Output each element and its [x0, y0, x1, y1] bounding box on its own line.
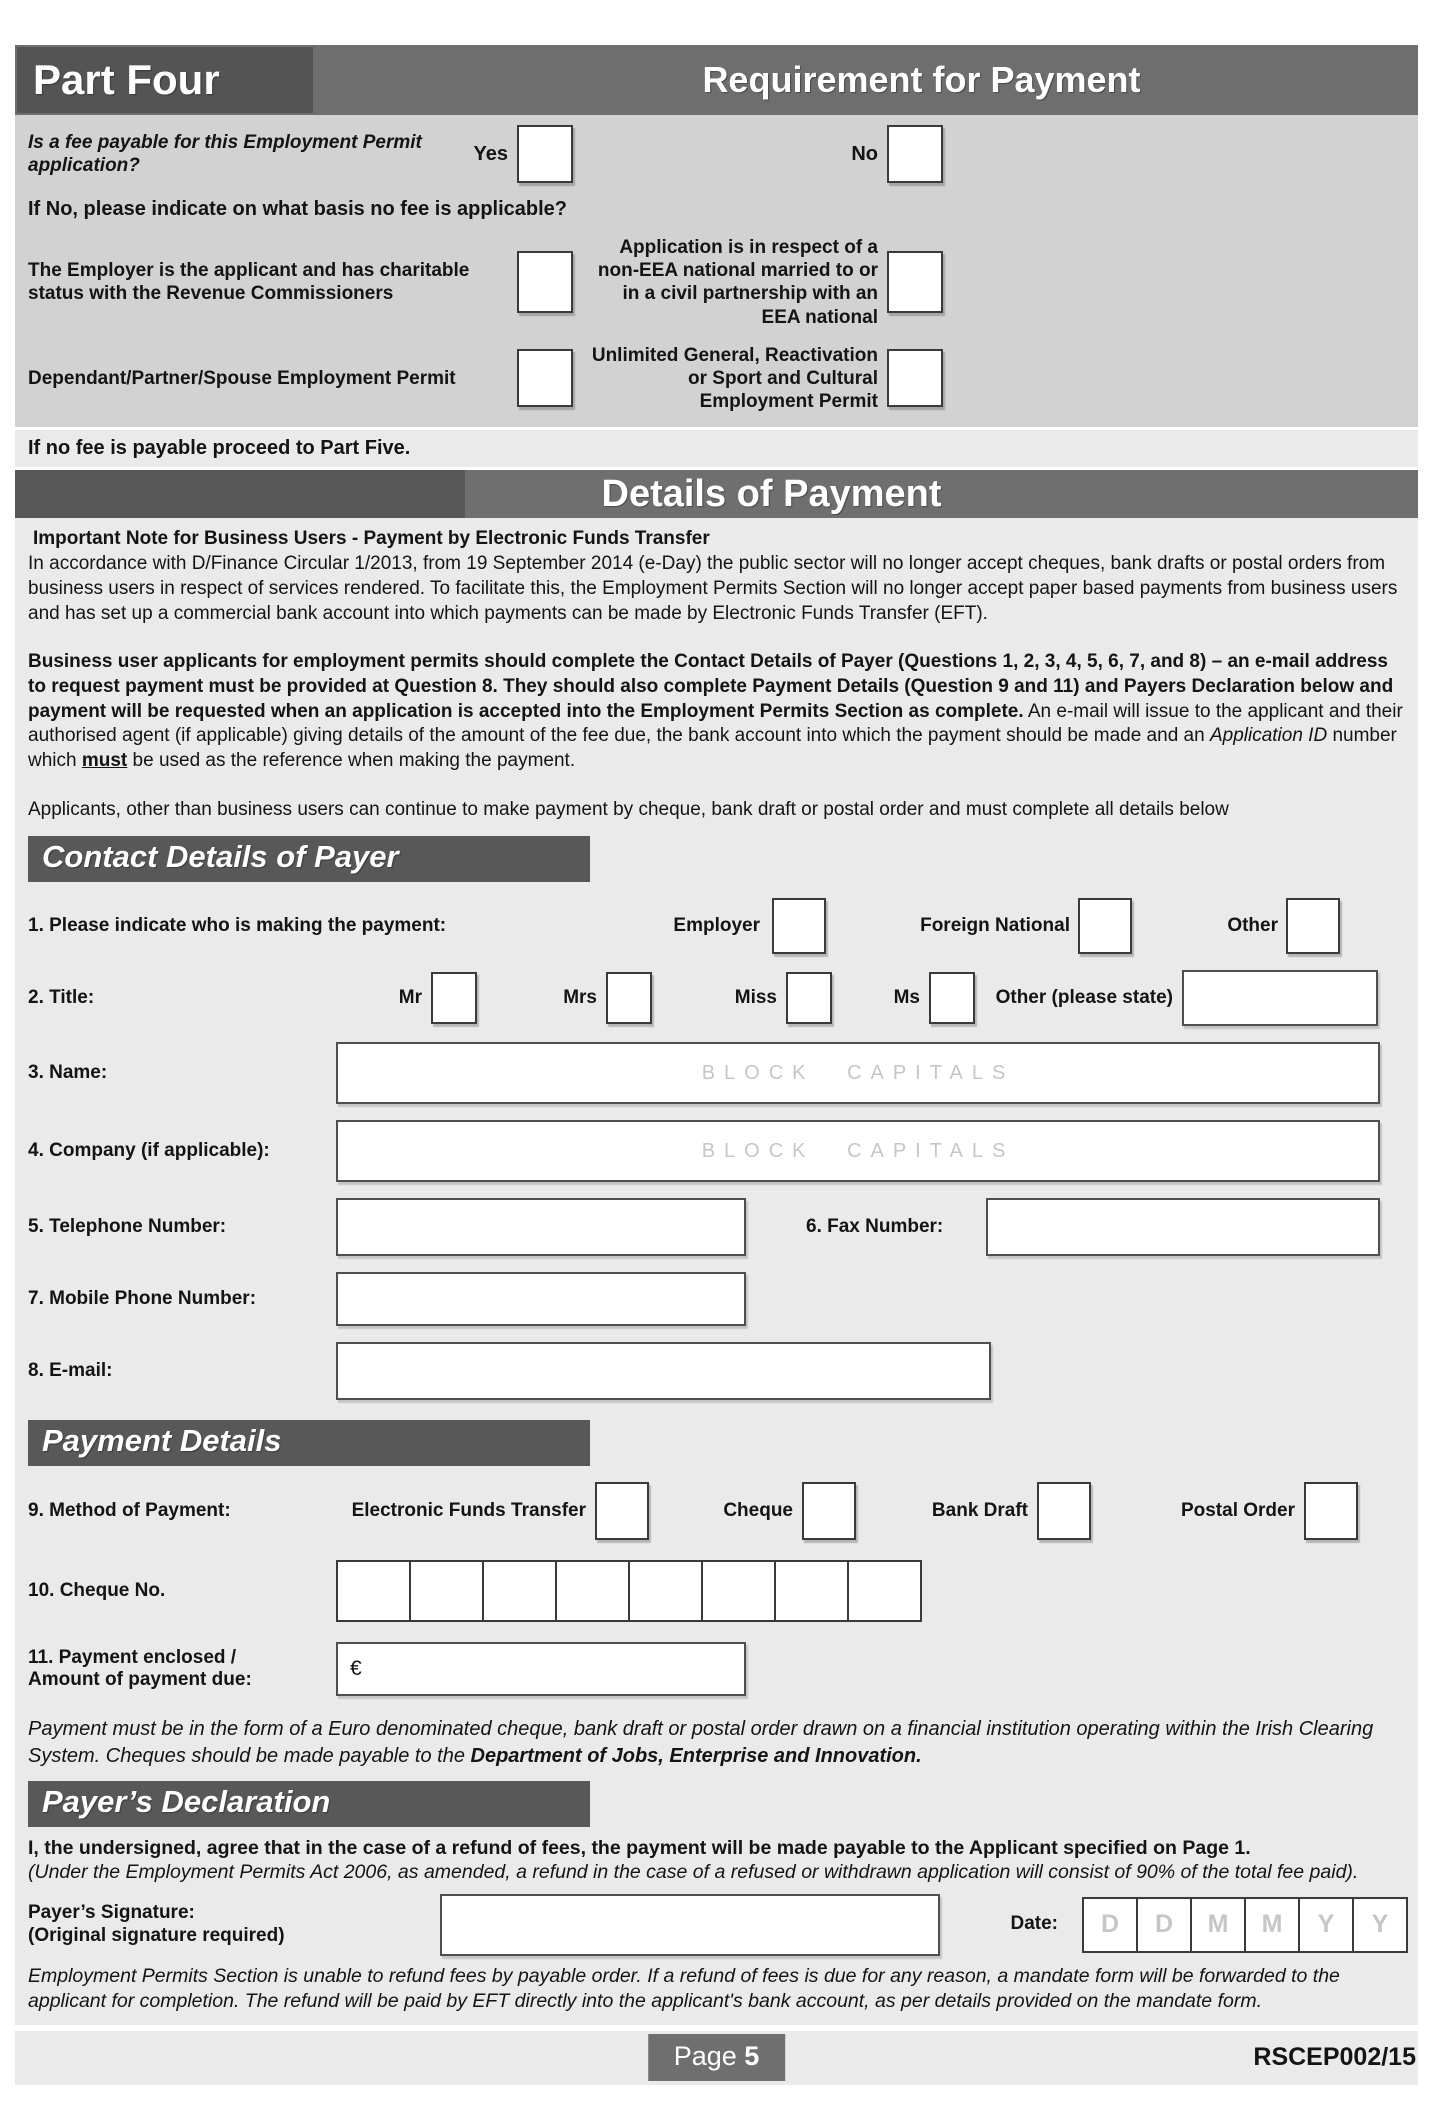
declaration-italic-line: (Under the Employment Permits Act 2006, as amended, a refund in the case of a refused or withdrawn application will consist of 90% of the total fee paid). — [28, 1861, 1359, 1884]
q4-row — [28, 1120, 1404, 1182]
part-label-box — [15, 45, 315, 115]
cheque-digit-cell[interactable] — [701, 1560, 776, 1622]
proceed-note: If no fee is payable proceed to Part Five. — [15, 430, 1418, 467]
form-code: RSCEP002/15 — [1253, 2043, 1416, 2072]
date-month-cell[interactable]: M — [1190, 1897, 1246, 1953]
euro-symbol: € — [350, 1657, 362, 1681]
q3-block-capitals-hint: BLOCK CAPITALS — [701, 1061, 1015, 1084]
fee-if-no-prompt: If No, please indicate on what basis no fee is applicable? — [28, 198, 568, 220]
important-note-title: Important Note for Business Users - Payment by Electronic Funds Transfer — [33, 528, 710, 550]
q4-block-capitals-hint: BLOCK CAPITALS — [701, 1139, 1015, 1162]
date-label: Date: — [1010, 1913, 1058, 1935]
date-month-cell[interactable]: M — [1244, 1897, 1300, 1953]
q8-email-input[interactable] — [336, 1342, 991, 1400]
note-paragraph-2-normal-3: be used as the reference when making the payment. — [127, 750, 576, 772]
contact-details-header: Contact Details of Payer — [28, 836, 590, 882]
q10-label: 10. Cheque No. — [28, 1579, 166, 1601]
q3-row — [28, 1042, 1404, 1104]
q11-amount-input[interactable] — [336, 1642, 746, 1696]
q1-row — [28, 898, 1404, 954]
cheque-digit-cell[interactable] — [628, 1560, 703, 1622]
page-footer — [15, 2031, 1418, 2085]
date-grid — [1082, 1897, 1408, 1953]
fee-option-dependant-label: Dependant/Partner/Spouse Employment Permit — [28, 367, 456, 389]
section-title: Requirement for Payment — [702, 59, 1141, 100]
date-day-cell[interactable]: D — [1136, 1897, 1192, 1953]
q6-label: 6. Fax Number: — [806, 1215, 944, 1237]
note-paragraph-3: Applicants, other than business users can continue to make payment by cheque, bank draft or postal order and must complete all details below — [28, 798, 1229, 820]
q7-row — [28, 1272, 1404, 1326]
q8-label: 8. E-mail: — [28, 1359, 113, 1381]
page-number: 5 — [744, 2041, 760, 2072]
note-paragraph-2-normal-1: An e-mail will issue to the applicant and their authorised agent (if applicable) giving details of the amount of the fee due, the bank account into which the payment should be made and an — [28, 700, 1403, 747]
fee-option-unlimited-label: Unlimited General, Reactivation or Sport and Cultural Employment Permit — [591, 344, 878, 413]
fee-question: Is a fee payable for this Employment Permit application? — [28, 131, 422, 176]
page-number-badge — [648, 2034, 786, 2081]
q2-ms-checkbox[interactable] — [929, 972, 975, 1024]
signature-input[interactable] — [440, 1894, 940, 1956]
declaration-bold-line: I, the undersigned, agree that in the case of a refund of fees, the payment will be made payable to the Applicant specified on Page 1. — [28, 1837, 1251, 1860]
fee-option-non-eea-label: Application is in respect of a non-EEA national married to or in a civil partnership with an EEA national — [597, 237, 878, 328]
q2-miss-checkbox[interactable] — [786, 972, 832, 1024]
q5-telephone-input[interactable] — [336, 1198, 746, 1256]
q7-mobile-input[interactable] — [336, 1272, 746, 1326]
q2-label: 2. Title: — [28, 986, 95, 1008]
q3-label: 3. Name: — [28, 1061, 108, 1083]
details-of-payment-header — [15, 470, 1418, 518]
signature-label — [28, 1902, 440, 1948]
q1-employer-label: Employer — [673, 914, 760, 936]
q9-row — [28, 1482, 1404, 1540]
q1-other-label: Other — [1227, 914, 1278, 936]
q9-postal-order-label: Postal Order — [1180, 1499, 1295, 1521]
q1-employer-checkbox[interactable] — [772, 898, 826, 954]
fee-yes-checkbox[interactable] — [517, 125, 573, 183]
department-name: Department of Jobs, Enterprise and Innovation. — [470, 1744, 922, 1767]
must-term: must — [81, 750, 128, 772]
fee-option-unlimited-checkbox[interactable] — [887, 349, 943, 407]
details-of-payment-title: Details of Payment — [601, 472, 942, 515]
q3-name-input[interactable] — [336, 1042, 1380, 1104]
q2-mrs-label: Mrs — [563, 986, 597, 1008]
payment-form-note-italic: Payment must be in the form of a Euro denominated cheque, bank draft or postal order drawn on a financial institution operating within the Irish Clearing System. Cheques should be made payable to the — [28, 1718, 1374, 1767]
q1-label: 1. Please indicate who is making the payment: — [28, 914, 447, 936]
cheque-digit-cell[interactable] — [555, 1560, 630, 1622]
date-day-cell[interactable]: D — [1082, 1897, 1138, 1953]
q8-row — [28, 1342, 1404, 1400]
cheque-digit-cell[interactable] — [409, 1560, 484, 1622]
q6-fax-input[interactable] — [986, 1198, 1380, 1256]
payers-declaration-header: Payer’s Declaration — [28, 1781, 590, 1827]
q11-label-line2: Amount of payment due: — [28, 1669, 252, 1691]
q9-label: 9. Method of Payment: — [28, 1499, 231, 1521]
q9-postal-order-checkbox[interactable] — [1304, 1482, 1358, 1540]
note-paragraph-2-bold: Business user applicants for employment permits should complete the Contact Details of Payer (Questions 1, 2, 3, 4, 5, 6, 7, and 8) – an e-mail address to request payment must be provided at Question 8. They should also complete Payment Details (Question 9 and 11) and Payers Declaration below and payment will be requested when an application is accepted into the Employment Permits Section as complete. — [28, 651, 1394, 722]
refund-footnote: Employment Permits Section is unable to refund fees by payable order. If a refund of fees is due for any reason, a mandate form will be forwarded to the applicant for completion. The refund will be paid by EFT directly into the applicant's bank account, as per details provided on the mandate form. — [28, 1964, 1340, 2013]
q2-other-state-input[interactable] — [1182, 970, 1378, 1026]
fee-no-label: No — [851, 142, 878, 165]
q9-eft-checkbox[interactable] — [595, 1482, 649, 1540]
application-id-term: Application ID — [1209, 725, 1328, 747]
q2-other-state-label: Other (please state) — [995, 986, 1173, 1008]
q2-mr-label: Mr — [398, 986, 422, 1008]
q4-company-input[interactable] — [336, 1120, 1380, 1182]
part-label: Part Four — [33, 56, 220, 103]
payment-details-header: Payment Details — [28, 1420, 590, 1466]
q2-ms-label: Ms — [893, 986, 920, 1008]
date-year-cell[interactable]: Y — [1352, 1897, 1408, 1953]
fee-panel — [15, 115, 1418, 427]
q1-other-checkbox[interactable] — [1286, 898, 1340, 954]
cheque-digit-cell[interactable] — [774, 1560, 849, 1622]
fee-no-checkbox[interactable] — [887, 125, 943, 183]
q9-eft-label: Electronic Funds Transfer — [351, 1499, 586, 1521]
q9-bank-draft-checkbox[interactable] — [1037, 1482, 1091, 1540]
part-four-header — [15, 45, 1418, 115]
section-title-bar — [315, 45, 1418, 115]
q1-foreign-national-label: Foreign National — [920, 914, 1070, 936]
fee-option-dependant-checkbox[interactable] — [517, 349, 573, 407]
signature-row — [28, 1894, 1404, 1956]
q2-mrs-checkbox[interactable] — [606, 972, 652, 1024]
q5-label: 5. Telephone Number: — [28, 1215, 227, 1237]
q2-row — [28, 970, 1404, 1026]
q11-row — [28, 1642, 1404, 1696]
fee-option-non-eea-checkbox[interactable] — [887, 251, 943, 313]
date-year-cell[interactable]: Y — [1298, 1897, 1354, 1953]
fee-option-charitable-label: The Employer is the applicant and has charitable status with the Revenue Commissioners — [28, 260, 470, 305]
q9-cheque-checkbox[interactable] — [802, 1482, 856, 1540]
page-label: Page — [673, 2041, 745, 2072]
q9-bank-draft-label: Bank Draft — [931, 1499, 1028, 1521]
q1-foreign-national-checkbox[interactable] — [1078, 898, 1132, 954]
q7-label: 7. Mobile Phone Number: — [28, 1287, 257, 1309]
q4-label: 4. Company (if applicable): — [28, 1139, 270, 1161]
q10-cheque-number-grid — [336, 1560, 922, 1622]
fee-yes-label: Yes — [473, 142, 508, 165]
fee-option-charitable-checkbox[interactable] — [517, 251, 573, 313]
q5-q6-row — [28, 1198, 1404, 1256]
q2-miss-label: Miss — [734, 986, 777, 1008]
payment-form-note — [28, 1716, 1404, 1769]
signature-label-line1: Payer’s Signature: — [28, 1901, 195, 1923]
q11-label — [28, 1647, 336, 1693]
q11-label-line1: 11. Payment enclosed / — [28, 1646, 237, 1668]
cheque-digit-cell[interactable] — [482, 1560, 557, 1622]
q9-cheque-label: Cheque — [723, 1499, 793, 1521]
cheque-digit-cell[interactable] — [847, 1560, 922, 1622]
main-area — [15, 518, 1418, 2025]
q2-mr-checkbox[interactable] — [431, 972, 477, 1024]
note-paragraph-1: In accordance with D/Finance Circular 1/2013, from 19 September 2014 (e-Day) the public sector will no longer accept cheques, bank drafts or postal orders from business users in respect of services rendered. To facilitate this, the Employment Permits Section will no longer accept paper based payments from business users and has set up a commercial bank account into which payments can be made by Electronic Funds Transfer (EFT). — [28, 553, 1398, 624]
q10-row — [28, 1560, 1404, 1622]
cheque-digit-cell[interactable] — [336, 1560, 411, 1622]
note-paragraph-2 — [28, 650, 1404, 773]
note-paragraph-2-normal-2: number which — [28, 725, 1397, 772]
signature-label-line2: (Original signature required) — [28, 1924, 285, 1946]
